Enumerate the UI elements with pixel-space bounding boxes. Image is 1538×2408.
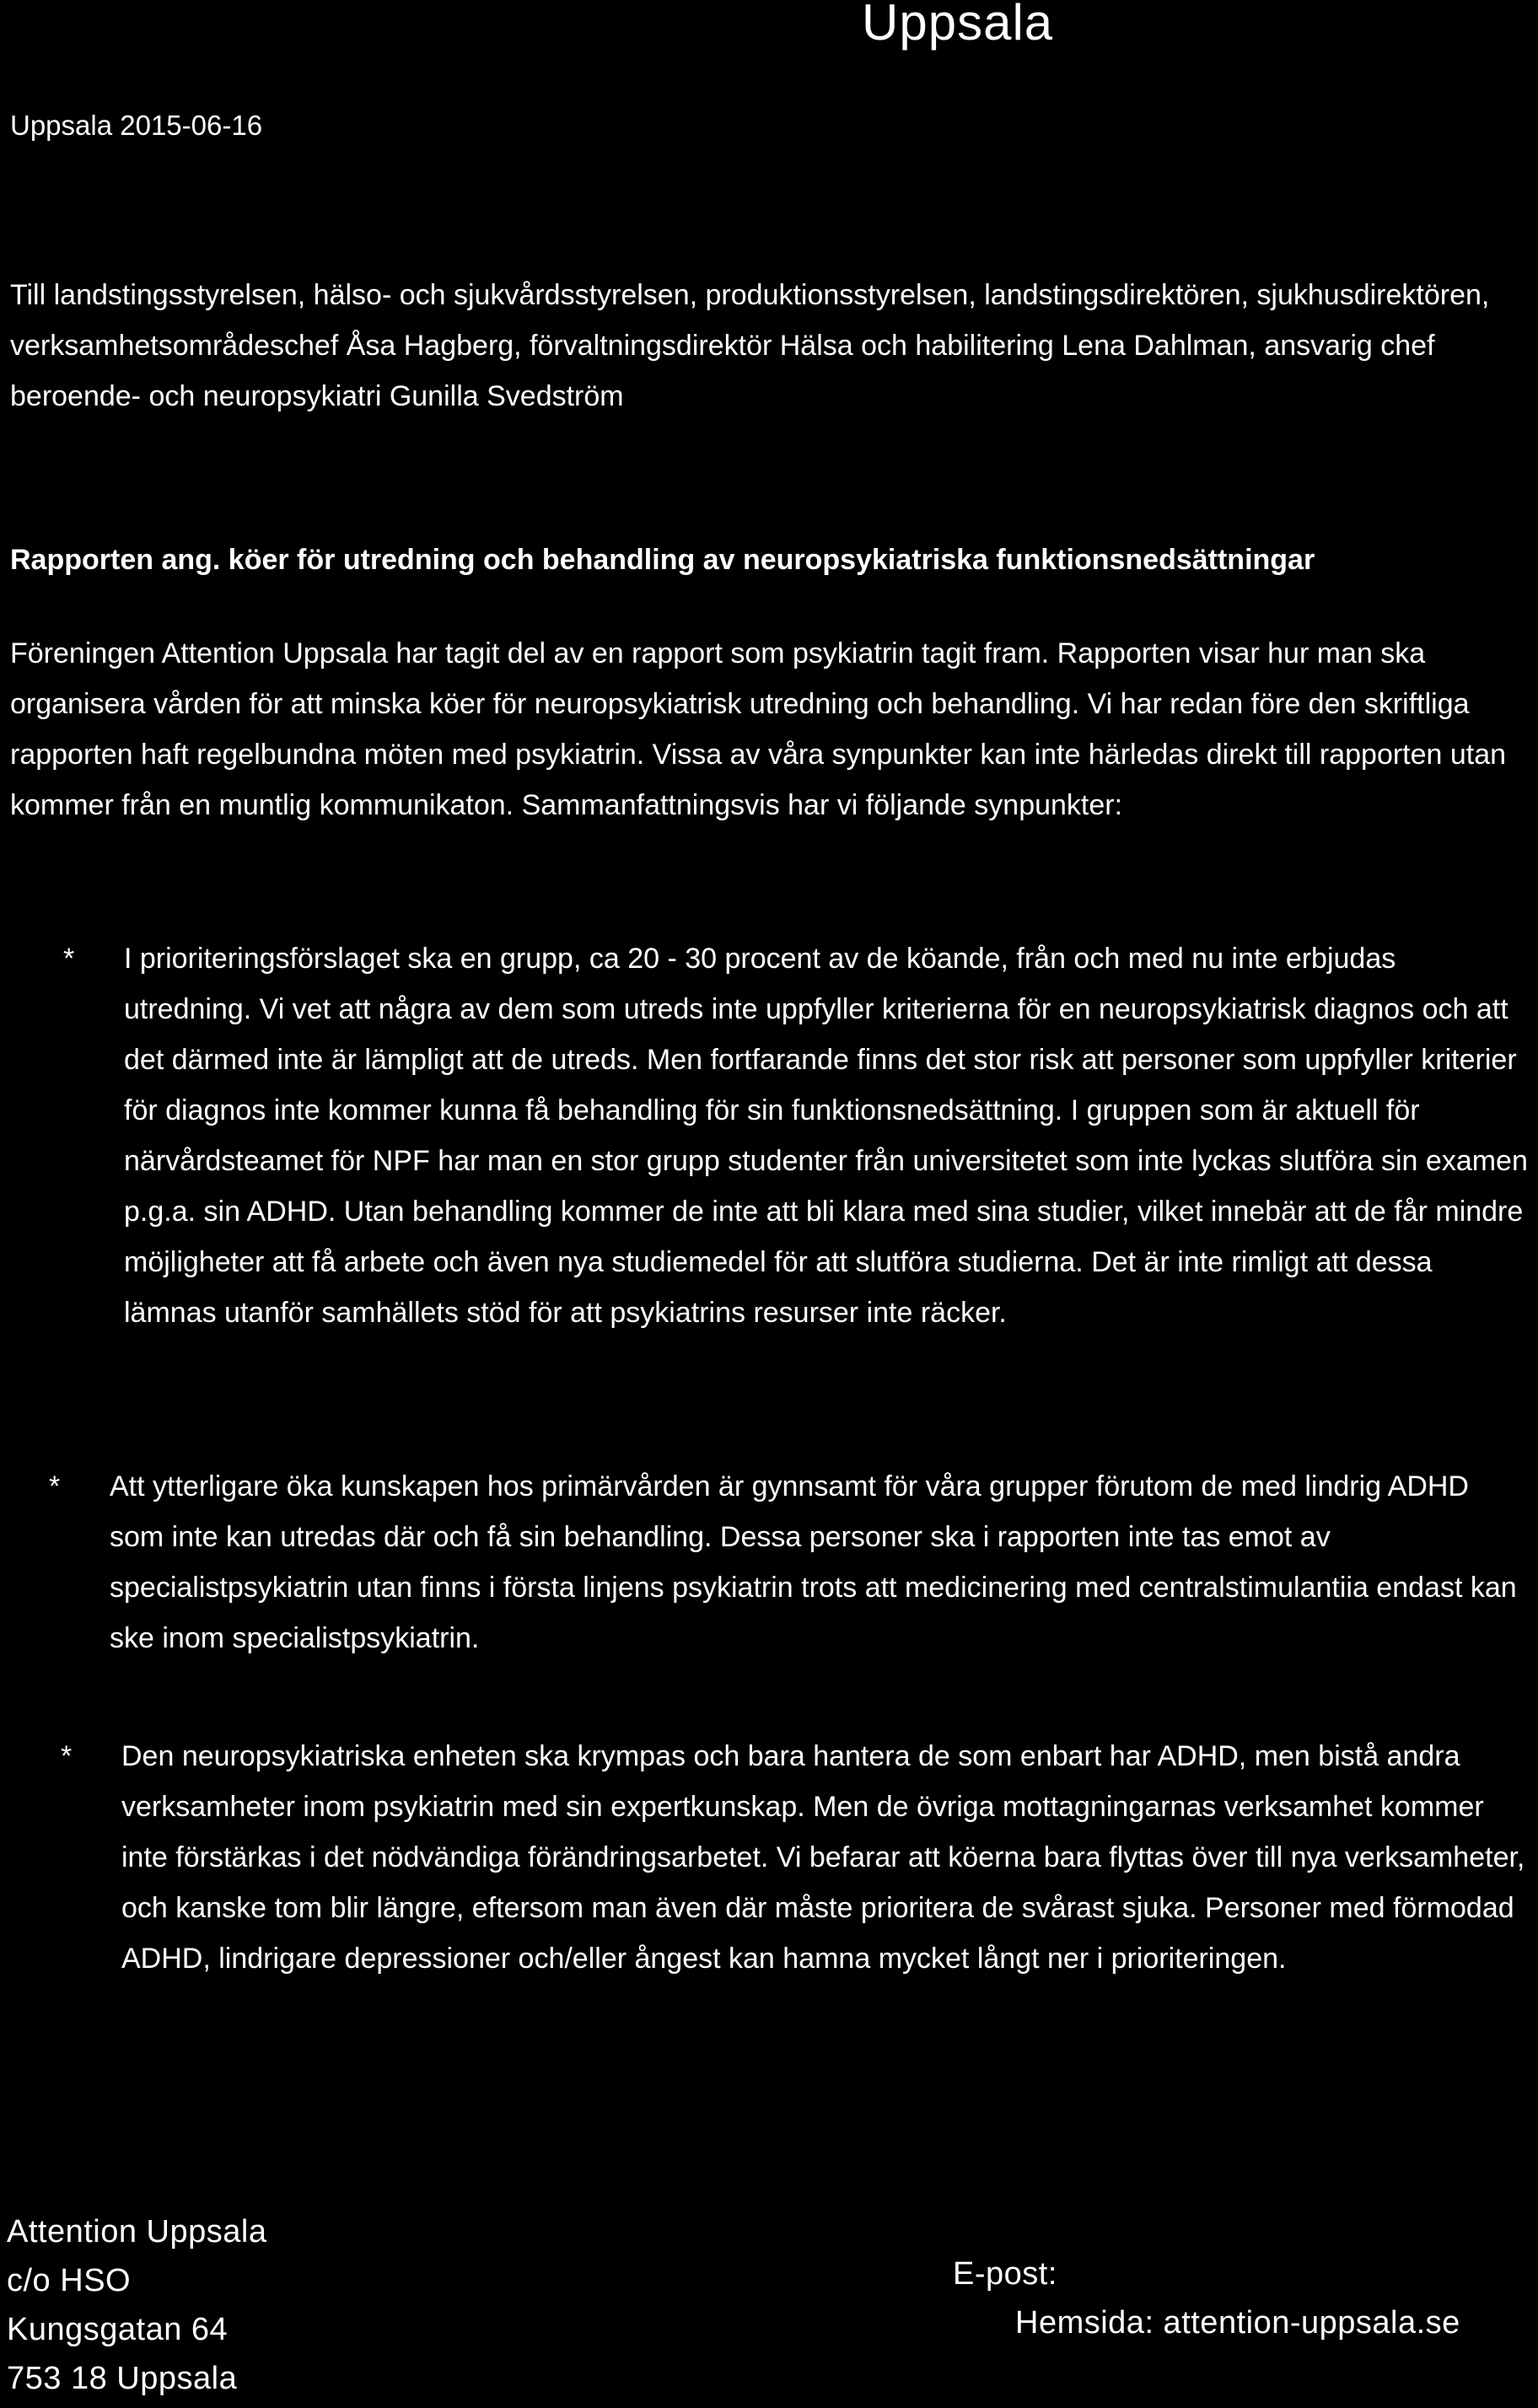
bullet-text: I prioriteringsförslaget ska en grupp, ca 20 - 30 procent av de köande, från och med nu inte erbjudas utredning. Vi vet att några av dem som utreds inte uppfyller kriterierna för en neuropsykiatrisk diagnos och att det därmed inte är lämpligt att de utreds. Men fortfarande finns det stor risk att personer som uppfyller kriterier för diagnos inte kommer kunna få behandling för sin funktionsnedsättning. I gruppen som är aktuell för närvårdsteamet för NPF har man en stor grupp studenter från universitetet som inte lyckas slutföra sin examen p.g.a. sin ADHD. Utan behandling kommer de inte att bli klara med sina studier, vilket innebär att de får mindre möjligheter att få arbete och även nya studiemedel för att slutföra studierna. Det är inte rimligt att dessa lämnas utanför samhällets stöd för att psykiatrins resurser inte räcker. bbox=[124, 943, 1528, 1329]
date-line: Uppsala 2015-06-16 bbox=[10, 110, 263, 141]
footer-email-label: E-post: bbox=[953, 2256, 1057, 2292]
bullet-text: Den neuropsykiatriska enheten ska krympas och bara hantera de som enbart har ADHD, men bistå andra verksamheter inom psykiatrin med sin expertkunskap. Men de övriga mottagningarnas verksamhet kommer inte förstärkas i det nödvändiga förändringsarbetet. Vi befarar att köerna bara flyttas över till nya verksamheter, och kanske tom blir längre, eftersom man även där måste prioritera de svårast sjuka. Personer med förmodad ADHD, lindrigare depressioner och/eller ångest kan hamna mycket långt ner i prioriteringen. bbox=[121, 1740, 1525, 1975]
footer-street: Kungsgatan 64 bbox=[7, 2312, 229, 2347]
intro-paragraph: Föreningen Attention Uppsala har tagit del av en rapport som psykiatrin tagit fram. Rapporten visar hur man ska organisera vården för att minska köer för neuropsykiatrisk utredning och behandling. Vi har redan före den skriftliga rapporten haft regelbundna möten med psykiatrin. Vissa av våra synpunkter kan inte härledas direkt till rapporten utan kommer från en muntlig kommunikaton. Sammanfattningsvis har vi följande synpunkter: bbox=[10, 637, 1507, 821]
bullet-point-3 bbox=[61, 1731, 1529, 1984]
bullet-point-1 bbox=[63, 933, 1529, 1338]
bullet-text: Att ytterligare öka kunskapen hos primärvården är gynnsamt för våra grupper förutom de med lindrig ADHD som inte kan utredas där och få sin behandling. Dessa personer ska i rapporten inte tas emot av specialistpsykiatrin utan finns i första linjens psykiatrin trots att medicinering med centralstimulantiia endast kan ske inom specialistpsykiatrin. bbox=[110, 1470, 1517, 1654]
footer-org-name: Attention Uppsala bbox=[7, 2214, 267, 2249]
bullet-marker: * bbox=[49, 1470, 61, 1502]
bullet-point-2 bbox=[49, 1461, 1529, 1664]
bullet-marker: * bbox=[61, 1740, 73, 1772]
bullet-marker: * bbox=[63, 943, 75, 975]
recipients-paragraph: Till landstingsstyrelsen, hälso- och sjukvårdsstyrelsen, produktionsstyrelsen, landstingsdirektören, sjukhusdirektören, verksamhetsområdeschef Åsa Hagberg, förvaltningsdirektör Hälsa och habilitering Lena Dahlman, ansvarig chef beroende- och neuropsykiatri Gunilla Svedström bbox=[10, 279, 1490, 412]
letterhead-organization: Uppsala bbox=[862, 0, 1054, 51]
subject-heading: Rapporten ang. köer för utredning och behandling av neuropsykiatriska funktionsnedsättningar bbox=[10, 544, 1315, 576]
footer-co-line: c/o HSO bbox=[7, 2263, 132, 2298]
footer-address bbox=[7, 2207, 266, 2403]
footer-website: Hemsida: attention-uppsala.se bbox=[1015, 2305, 1460, 2341]
footer-postal-city: 753 18 Uppsala bbox=[7, 2361, 238, 2396]
